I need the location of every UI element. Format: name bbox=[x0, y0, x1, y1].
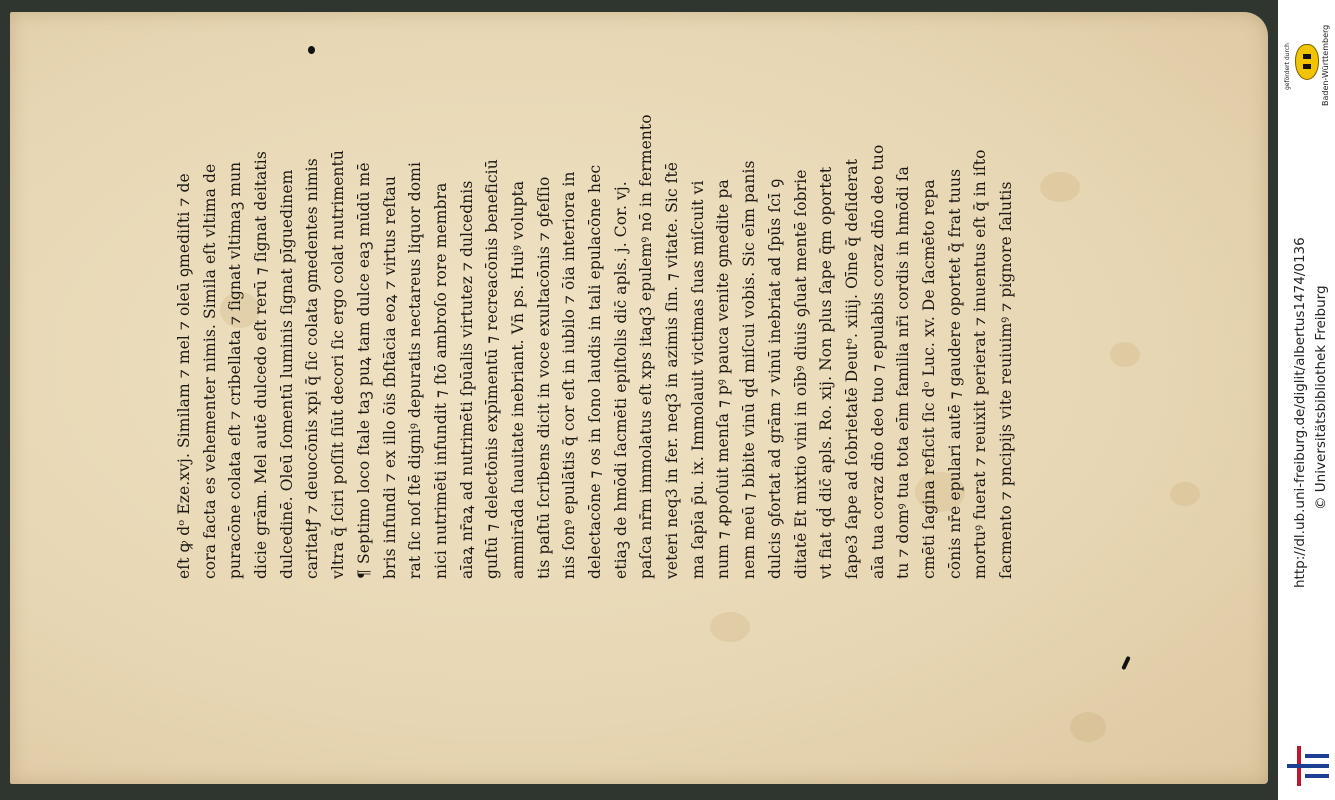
text-line: mortuꝰ fuerat ⁊ reuixit perierat ⁊ inuentus eſt q̄ in iſto bbox=[971, 149, 990, 579]
manuscript-page bbox=[10, 12, 1268, 784]
text-line: aīaꝝ nr̄aꝝ ad nutrimēti ſpūalis virtutez ⁊ dulcednis bbox=[457, 180, 476, 579]
funder-caption: gefördert durch bbox=[1284, 43, 1291, 90]
text-line: caritatꝭ ⁊ deuocōnis xpi q̄ ſic colata ꝯmedentes nimis bbox=[303, 158, 322, 579]
text-line: vt fiat qḋ dic̄ apls. Ro. xij. Non plus ſape q̄m oportet bbox=[817, 166, 836, 579]
funder-name: Baden-Württemberg bbox=[1321, 24, 1330, 106]
text-line: delectacōne ⁊ os in ſono laudis in tali epulacōne hec bbox=[586, 164, 604, 579]
text-line: guſtū ⁊ delectōnis expīmentū ⁊ recreacōnis beneficiū bbox=[483, 159, 502, 579]
copyright-notice: © Universitätsbibliothek Freiburg bbox=[1313, 285, 1329, 510]
text-line: ſacmento ⁊ pncipijs vite reuiuimꝰ ⁊ pignore ſalutis bbox=[997, 181, 1015, 579]
text-line: nem meū ⁊ bibite vinū qḋ miſcui vobis. Sic eīm panis bbox=[740, 160, 759, 579]
text-line: ma ſapīa p̄u. ix. Immolauit victimas ſuas miſcuit vi bbox=[688, 180, 707, 579]
paper-stain bbox=[1040, 172, 1080, 202]
text-line: veteri neq3 in fer. neq3 in azimis ſin. ⁊ vitate. Sic ſtē bbox=[663, 161, 682, 579]
ink-mark bbox=[1121, 656, 1131, 670]
text-line: aīa tua coraz dn̄o deo tuo ⁊ epulabis coraz dn̄o deo tuo bbox=[868, 144, 887, 579]
text-line: cmēti ſagina reficit ſic dᵒ Luc. xv. De ſacmēto repa bbox=[919, 179, 938, 579]
text-line: vltra q̄ ſciri poſſit ſiūt decori ſic ergo colat nutrimentū bbox=[329, 150, 348, 579]
paper-stain bbox=[1110, 342, 1140, 367]
text-line: ammirāda ſuauitate inebriant. Vn̄ ps. Huiꝰ volupta bbox=[508, 180, 527, 579]
paper-stain bbox=[1070, 712, 1106, 742]
text-line: puracōne colata eſt ⁊ cribellata ⁊ ſignat vltimaꝫ mun bbox=[226, 161, 245, 579]
text-line: tu ⁊ domꝰ tua tota eīm familia nr̄i cordis in hmōdi ſa bbox=[894, 166, 913, 579]
text-line: num ⁊ ꝓpoſuit menſa ⁊ pꝰ pauca venite ꝯmedite pa bbox=[714, 179, 733, 579]
baden-wuerttemberg-emblem-icon bbox=[1295, 44, 1319, 80]
paper-stain bbox=[1170, 482, 1200, 506]
ink-spot bbox=[308, 46, 315, 54]
text-line: rat ſic noſ ſtē digniꝰ depuratis nectareus liquor domi bbox=[406, 161, 425, 579]
text-line: nis ſonꝰ epulātis q̄ cor eſt in iubilo ⁊ ōia interiora in bbox=[560, 171, 579, 579]
text-line: ¶ Septimo loco ſtale taꝫ puꝝ tam dulce eaꝫ mūdū mē bbox=[354, 162, 373, 579]
text-line: dicie grām. Mel autē dulcedo eſt rerū ⁊ ſignat deitatis bbox=[252, 151, 271, 579]
text-line: dulcedinē. Oleū ſomentū luminis ſignat pīguedinem bbox=[277, 169, 296, 579]
source-url-link[interactable]: http://dl.ub.uni-freiburg.de/diglit/albertus1474/0136 bbox=[1292, 237, 1308, 588]
text-column bbox=[172, 109, 1015, 579]
text-line: tis paſtū ſcribens dicit in voce exultacōnis ⁊ ꝯfeſſio bbox=[534, 176, 553, 579]
text-line: cōnis nr̄e epulari autē ⁊ gaudere oportet q̄ frat tuus bbox=[945, 168, 964, 579]
text-line: ſape3 ſape ad ſobrietatē Deutᵒ. xiiij. Oīne q̄ deſiderat bbox=[842, 158, 861, 579]
text-line: eſt ꝙ dᵒ Eze.xvj. Similam ⁊ mel ⁊ oleū ꝯmediſti ⁊ de bbox=[175, 173, 193, 579]
ub-freiburg-logo-icon bbox=[1287, 746, 1329, 786]
text-line: etiaꝫ de hmōdi ſacmēti epiſtolis dic̄ apls. j. Cor. vj. bbox=[611, 181, 630, 579]
text-line: cora facta es vehementer nimis. Simila eſt vltima de bbox=[200, 163, 219, 579]
text-line: ditatē Et mixtio vini in oībꝰ diuis ꝯſuat mentē ſobrie bbox=[791, 169, 810, 579]
text-line: dulcis ꝯfortat ad grām ⁊ vinū inebriat ad ſpūs ſcī ꝯ bbox=[765, 178, 784, 579]
paper-stain bbox=[710, 612, 750, 642]
text-line: paſca nr̄m immolatus eſt xps itaq3 epulemꝰ nō in fermento bbox=[637, 114, 656, 579]
text-line: nici nutrimēti infundit ⁊ ſtō ambroſo rore membra bbox=[431, 182, 450, 579]
text-line: bris infundi ⁊ ex illo ōis ſbſtācia eoꝝ ⁊ virtus reſtau bbox=[380, 176, 399, 579]
